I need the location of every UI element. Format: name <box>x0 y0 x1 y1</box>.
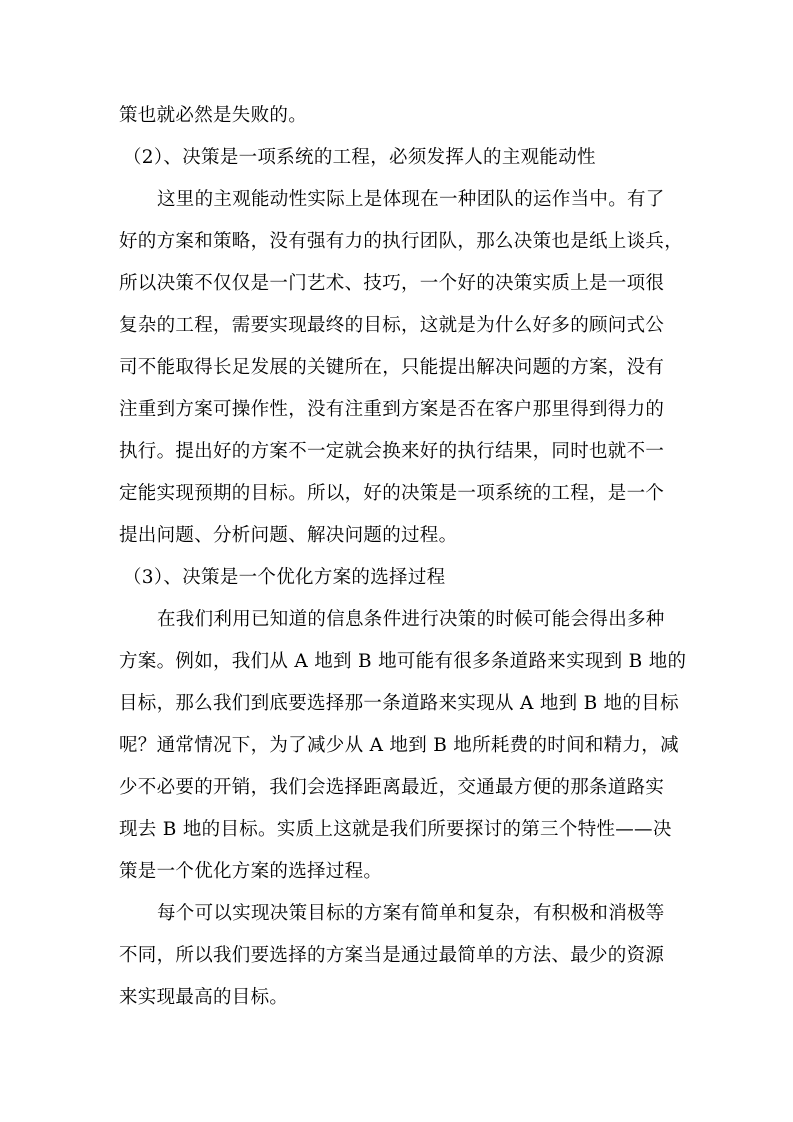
text-line: 现去 B 地的目标。实质上这就是我们所要探讨的第三个特性——决 <box>119 819 672 840</box>
text-line: 定能实现预期的目标。所以，好的决策是一项系统的工程，是一个 <box>119 483 665 504</box>
text-line: 方案。例如，我们从 A 地到 B 地可能有很多条道路来实现到 B 地的 <box>119 651 687 672</box>
text-line: 少不必要的开销，我们会选择距离最近，交通最方便的那条道路实 <box>119 777 665 798</box>
text-line: 司不能取得长足发展的关键所在，只能提出解决问题的方案，没有 <box>119 357 665 378</box>
text-line: 呢？通常情况下，为了减少从 A 地到 B 地所耗费的时间和精力，减 <box>119 735 679 756</box>
section-heading-2: （2）、决策是一项系统的工程，必须发挥人的主观能动性 <box>123 147 596 168</box>
text-line: 在我们利用已知道的信息条件进行决策的时候可能会得出多种 <box>157 609 665 630</box>
text-line: 提出问题、分析问题、解决问题的过程。 <box>119 525 458 546</box>
text-line: 注重到方案可操作性，没有注重到方案是否在客户那里得到得力的 <box>119 399 665 420</box>
text-line: 执行。提出好的方案不一定就会换来好的执行结果，同时也就不一 <box>119 441 665 462</box>
text-line: 所以决策不仅仅是一门艺术、技巧，一个好的决策实质上是一项很 <box>119 273 665 294</box>
text-line: 复杂的工程，需要实现最终的目标，这就是为什么好多的顾问式公 <box>119 315 665 336</box>
text-line: 好的方案和策略，没有强有力的执行团队，那么决策也是纸上谈兵， <box>119 231 684 252</box>
text-line: 每个可以实现决策目标的方案有简单和复杂，有积极和消极等 <box>157 903 665 924</box>
section-heading-3: （3）、决策是一个优化方案的选择过程 <box>123 567 446 588</box>
text-line: 策是一个优化方案的选择过程。 <box>119 861 383 882</box>
text-line: 不同，所以我们要选择的方案当是通过最简单的方法、最少的资源 <box>119 945 665 966</box>
text-line: 目标，那么我们到底要选择那一条道路来实现从 A 地到 B 地的目标 <box>119 693 679 714</box>
text-line: 这里的主观能动性实际上是体现在一种团队的运作当中。有了 <box>157 189 665 210</box>
text-line: 来实现最高的目标。 <box>119 987 289 1008</box>
text-line: 策也就必然是失败的。 <box>119 105 308 126</box>
